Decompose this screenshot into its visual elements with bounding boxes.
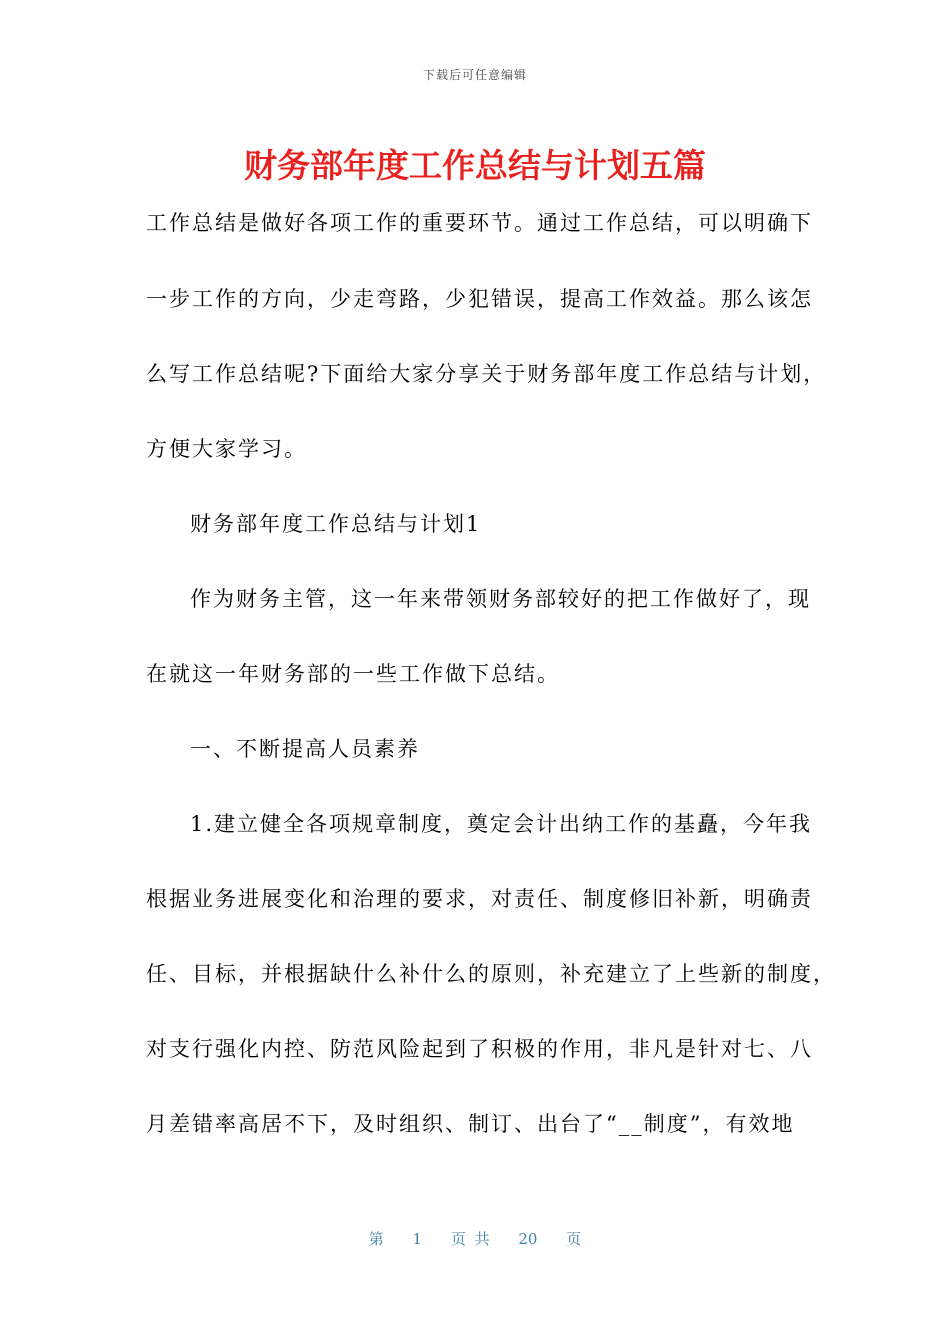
body-line: 么写工作总结呢?下面给大家分享关于财务部年度工作总结与计划， xyxy=(146,362,827,386)
body-line: 任、目标，并根据缺什么补什么的原则，补充建立了上些新的制度， xyxy=(146,962,836,986)
body-line: 月差错率高居不下，及时组织、制订、出台了“__制度”，有效地 xyxy=(146,1112,795,1136)
footer-label-ye: 页 xyxy=(566,1230,582,1248)
body-line: 工作总结是做好各项工作的重要环节。通过工作总结，可以明确下 xyxy=(146,211,813,235)
body-line: 在就这一年财务部的一些工作做下总结。 xyxy=(146,662,560,686)
footer-current-page: 1 xyxy=(412,1230,423,1248)
footer-label-ye-gong: 页 共 xyxy=(450,1230,490,1248)
footer-label-di: 第 xyxy=(368,1230,384,1248)
body-line: 方便大家学习。 xyxy=(146,437,307,461)
header-note: 下载后可任意编辑 xyxy=(422,68,527,82)
page-footer xyxy=(0,1228,950,1249)
body-line: 对支行强化内控、防范风险起到了积极的作用，非凡是针对七、八 xyxy=(146,1037,813,1061)
subsection-heading: 一、不断提高人员素养 xyxy=(190,737,420,761)
body-line: 作为财务主管，这一年来带领财务部较好的把工作做好了，现 xyxy=(190,587,811,611)
body-line: 一步工作的方向，少走弯路，少犯错误，提高工作效益。那么该怎 xyxy=(146,287,813,311)
body-line: 根据业务进展变化和治理的要求，对责任、制度修旧补新，明确责 xyxy=(146,887,813,911)
section-heading: 财务部年度工作总结与计划1 xyxy=(190,512,482,536)
body-line: 1.建立健全各项规章制度，奠定会计出纳工作的基矗，今年我 xyxy=(190,812,813,836)
footer-total-pages: 20 xyxy=(518,1230,538,1248)
document-title: 财务部年度工作总结与计划五篇 xyxy=(244,146,706,185)
